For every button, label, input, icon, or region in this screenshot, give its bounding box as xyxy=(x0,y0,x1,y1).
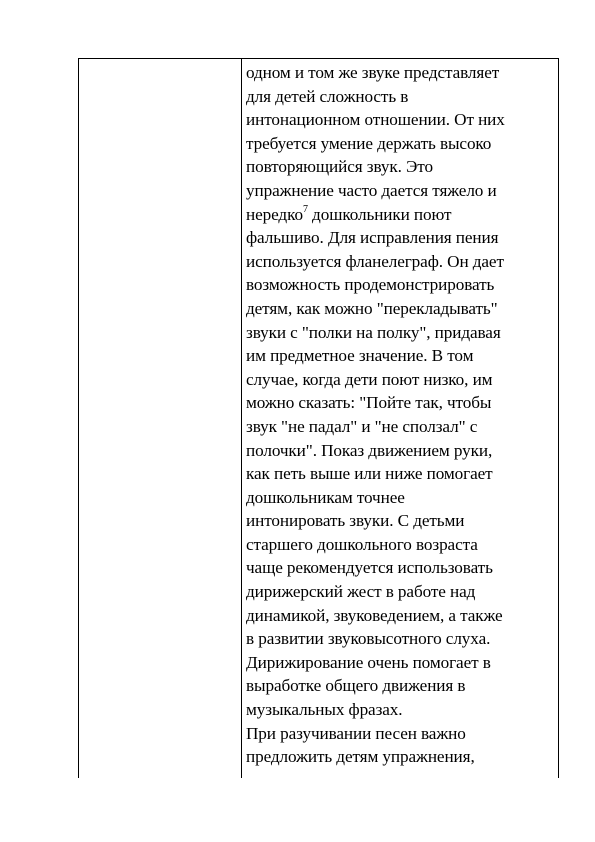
footnote-reference: 7 xyxy=(302,203,308,215)
table-cell-left-empty xyxy=(79,59,242,778)
text-line: звуки с "полки на полку", придавая xyxy=(246,322,501,342)
text-line: требуется умение держать высоко xyxy=(246,133,492,153)
text-line: дирижерский жест в работе над xyxy=(246,582,476,602)
text-line: интонационном отношении. От них xyxy=(246,110,505,130)
text-fragment: нередко xyxy=(246,204,303,224)
text-line: повторяющийся звук. Это xyxy=(246,157,433,177)
table-cell-right-text xyxy=(242,59,558,778)
text-line: музыкальных фразах. xyxy=(246,700,403,720)
text-line: им предметное значение. В том xyxy=(246,346,474,366)
text-line: чаще рекомендуется использовать xyxy=(246,558,493,578)
text-line: При разучивании песен важно xyxy=(246,723,466,743)
text-line: дошкольникам точнее xyxy=(246,487,405,507)
text-line: возможность продемонстрировать xyxy=(246,275,495,295)
text-line: старшего дошкольного возраста xyxy=(246,534,478,554)
text-line: динамикой, звуковедением, а также xyxy=(246,605,503,625)
text-line: можно сказать: "Пойте так, чтобы xyxy=(246,393,492,413)
text-line: Дирижирование очень помогает в xyxy=(246,652,491,672)
text-line: предложить детям упражнения, xyxy=(246,747,475,767)
content-table xyxy=(78,58,559,778)
text-line: звук "не падал" и "не сползал" с xyxy=(246,416,478,436)
text-line: в развитии звуковысотного слуха. xyxy=(246,629,491,649)
text-line: для детей сложность в xyxy=(246,86,409,106)
text-line: интонировать звуки. С детьми xyxy=(246,511,465,531)
text-line: используется фланелеграф. Он дает xyxy=(246,251,504,271)
text-line: как петь выше или ниже помогает xyxy=(246,464,493,484)
text-line: случае, когда дети поют низко, им xyxy=(246,369,493,389)
text-line xyxy=(246,203,554,227)
text-line: полочки". Показ движением руки, xyxy=(246,440,493,460)
text-line: одном и том же звуке представляет xyxy=(246,63,500,82)
text-line: детям, как можно "перекладывать" xyxy=(246,298,498,318)
text-line: фальшиво. Для исправления пения xyxy=(246,228,499,248)
text-line: выработке общего движения в xyxy=(246,676,466,696)
text-line: упражнение часто дается тяжело и xyxy=(246,180,497,200)
text-fragment: дошкольники поют xyxy=(307,204,452,224)
